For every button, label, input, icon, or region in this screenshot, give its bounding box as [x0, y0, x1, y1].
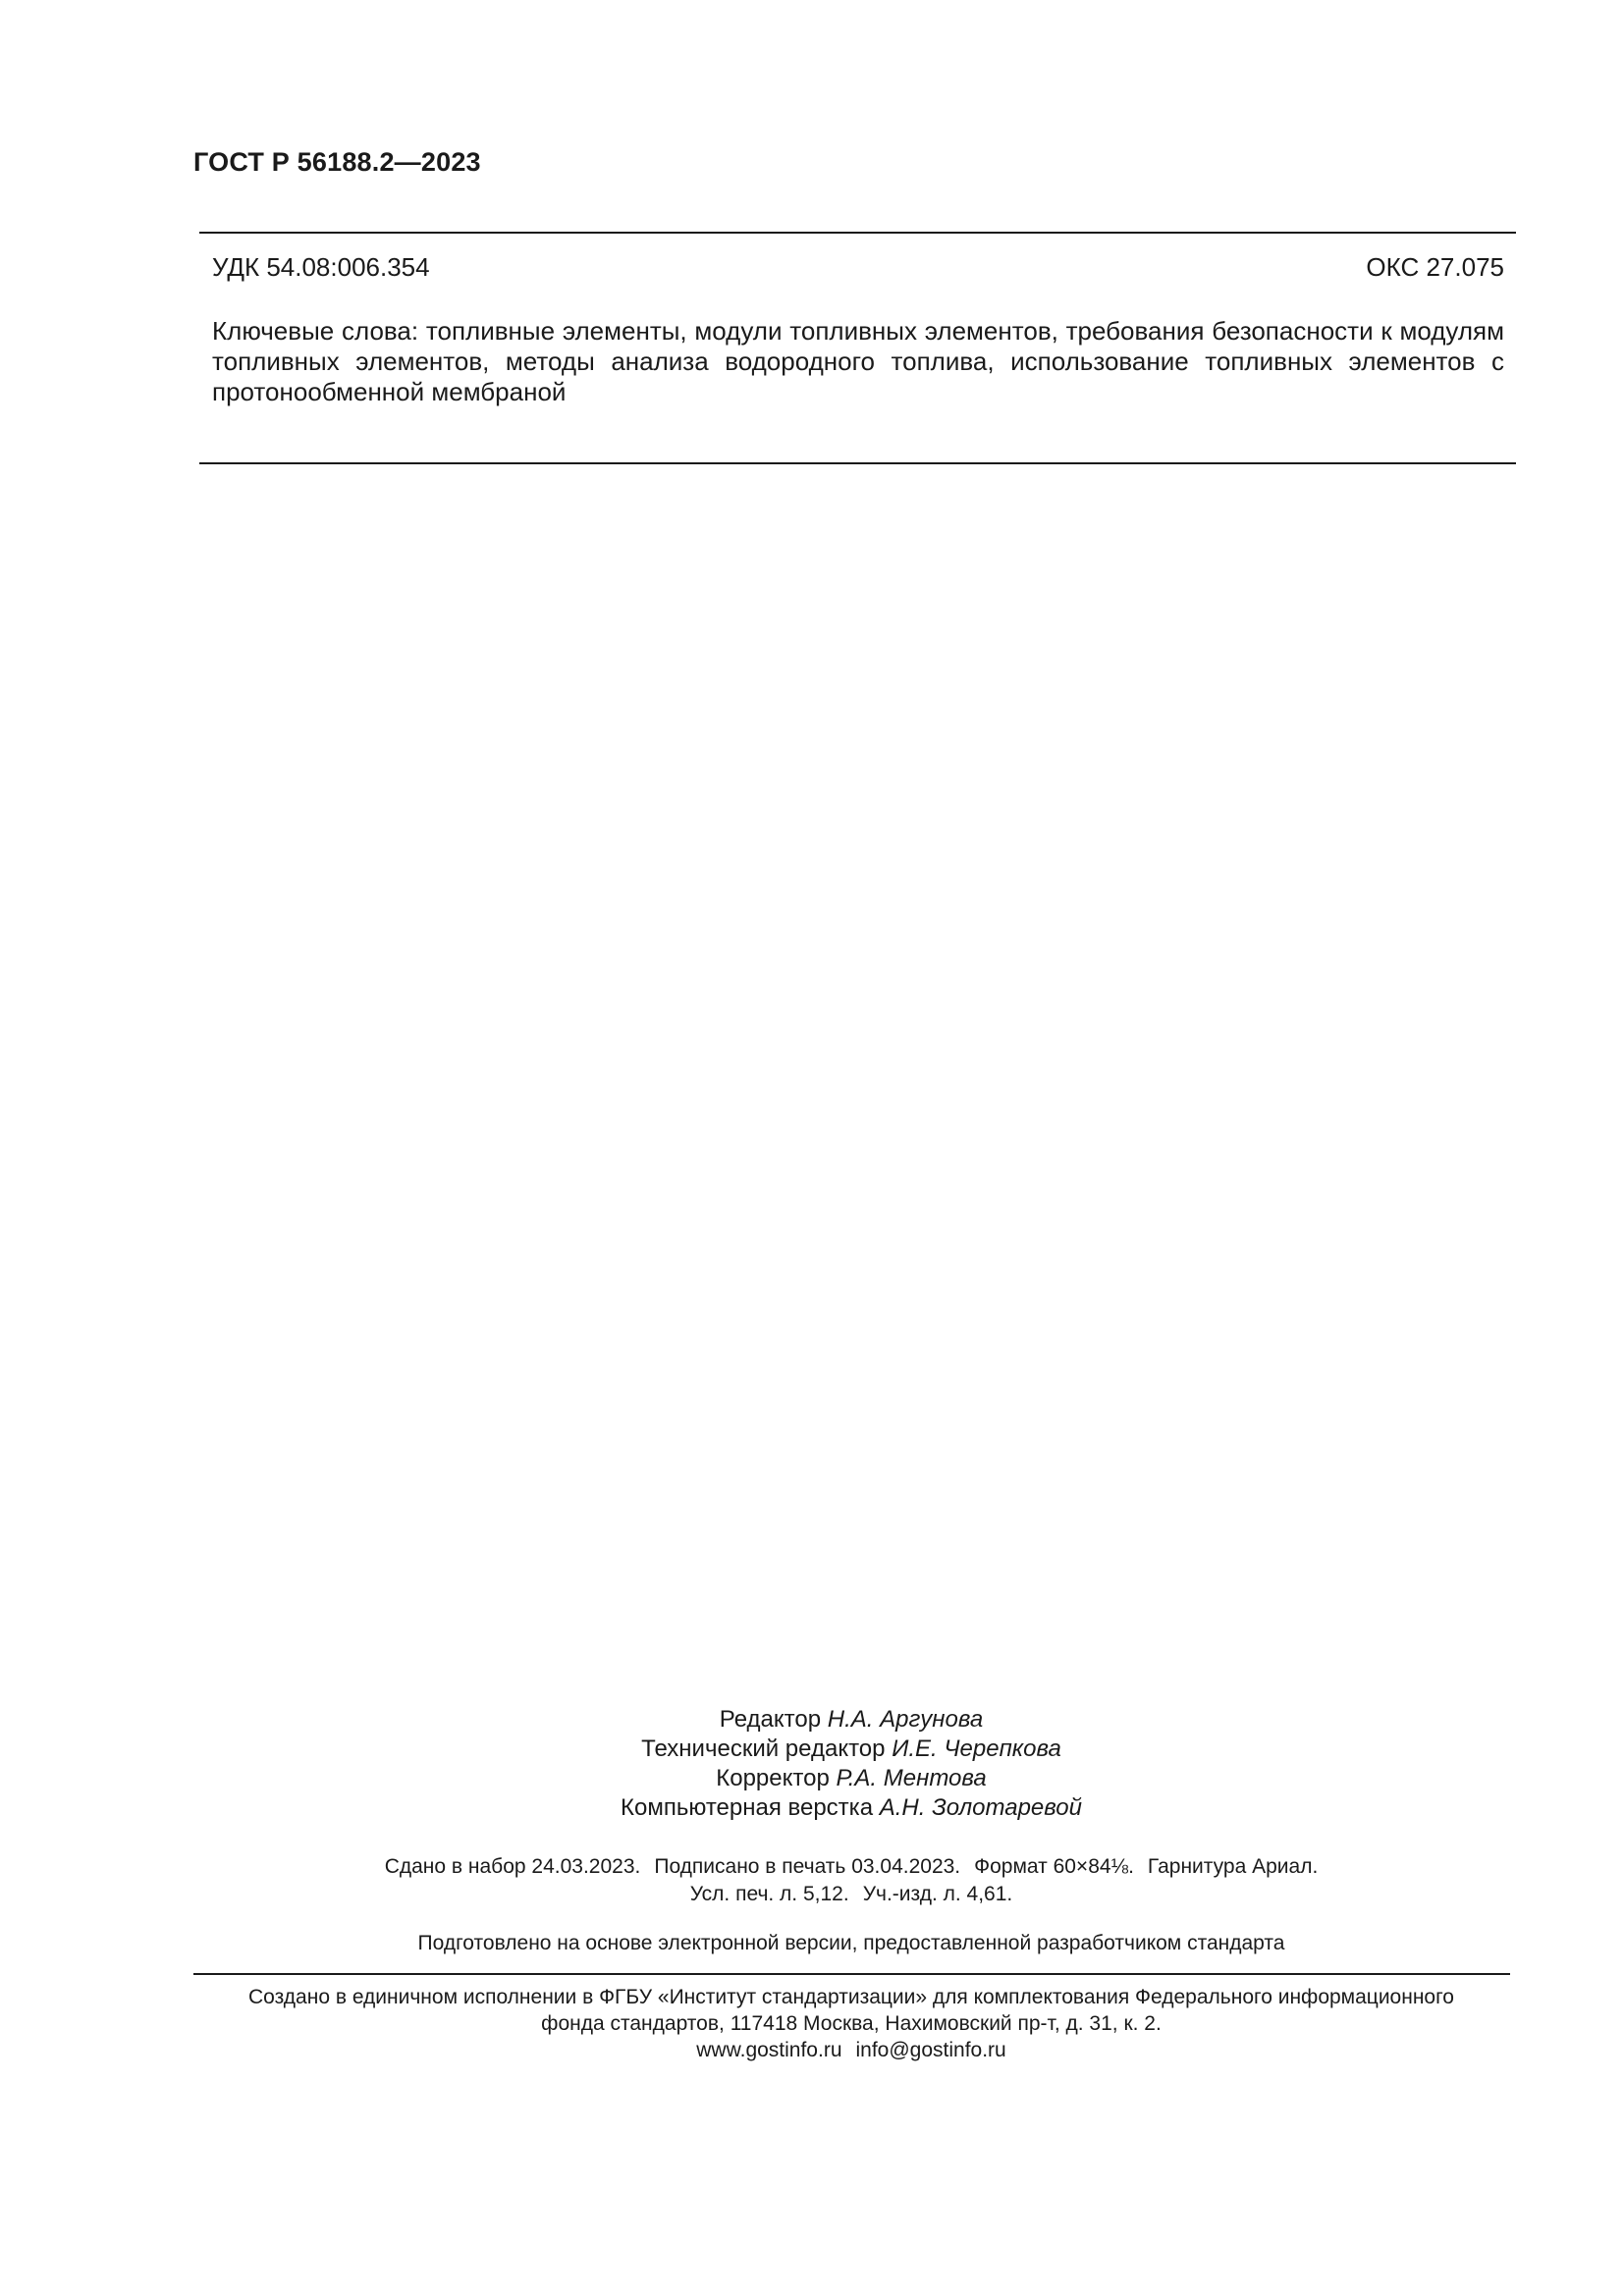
udk-code: УДК 54.08:006.354 [212, 252, 430, 282]
credit-proofreader [0, 1764, 1624, 1793]
email-link[interactable]: info@gostinfo.ru [855, 2039, 1006, 2061]
typeface: Гарнитура Ариал. [1147, 1855, 1319, 1878]
credit-person: А.Н. Золотаревой [879, 1794, 1082, 1821]
publication-line-2 [0, 1881, 1624, 1908]
footer-line-1: Создано в единичном исполнении в ФГБУ «Институт стандартизации» для комплектования Федерального информационного [248, 1986, 1454, 2008]
prepared-note: Подготовлено на основе электронной версии, предоставленной разработчиком стандарта [417, 1932, 1285, 1954]
footer-contacts [0, 2037, 1624, 2063]
credits-block [0, 1705, 1624, 1823]
credit-role: Технический редактор [641, 1735, 886, 1762]
print-sheets: Усл. печ. л. 5,12. [689, 1883, 849, 1905]
publication-info [0, 1853, 1624, 1908]
oks-code: ОКС 27.075 [1366, 252, 1504, 282]
footer-info [0, 1984, 1624, 2063]
footer-line-2: фонда стандартов, 117418 Москва, Нахимовский пр-т, д. 31, к. 2. [541, 2012, 1162, 2035]
paper-format: Формат 60×84⅛. [974, 1855, 1134, 1878]
credit-layout [0, 1793, 1624, 1823]
submitted-date: Сдано в набор 24.03.2023. [384, 1855, 641, 1878]
credit-role: Редактор [719, 1706, 822, 1733]
document-code: ГОСТ Р 56188.2—2023 [193, 147, 481, 177]
middle-divider [199, 462, 1516, 464]
website-link[interactable]: www.gostinfo.ru [696, 2039, 842, 2061]
publication-line-1 [0, 1853, 1624, 1881]
publisher-sheets: Уч.-изд. л. 4,61. [862, 1883, 1013, 1905]
keywords-paragraph: Ключевые слова: топливные элементы, модули топливных элементов, требования безопасности к модулям топливных элементов, методы анализа водородного топлива, использование топливных элементов с протонообменной мембраной [212, 316, 1504, 406]
credit-role: Компьютерная верстка [621, 1794, 874, 1821]
credit-person: И.Е. Черепкова [892, 1735, 1061, 1762]
credit-editor [0, 1705, 1624, 1735]
credit-person: Н.А. Аргунова [827, 1706, 984, 1733]
bottom-divider [193, 1973, 1510, 1975]
top-divider [199, 232, 1516, 234]
credit-person: Р.А. Ментова [836, 1765, 987, 1791]
credit-role: Корректор [716, 1765, 830, 1791]
signed-date: Подписано в печать 03.04.2023. [654, 1855, 961, 1878]
credit-technical-editor [0, 1735, 1624, 1764]
